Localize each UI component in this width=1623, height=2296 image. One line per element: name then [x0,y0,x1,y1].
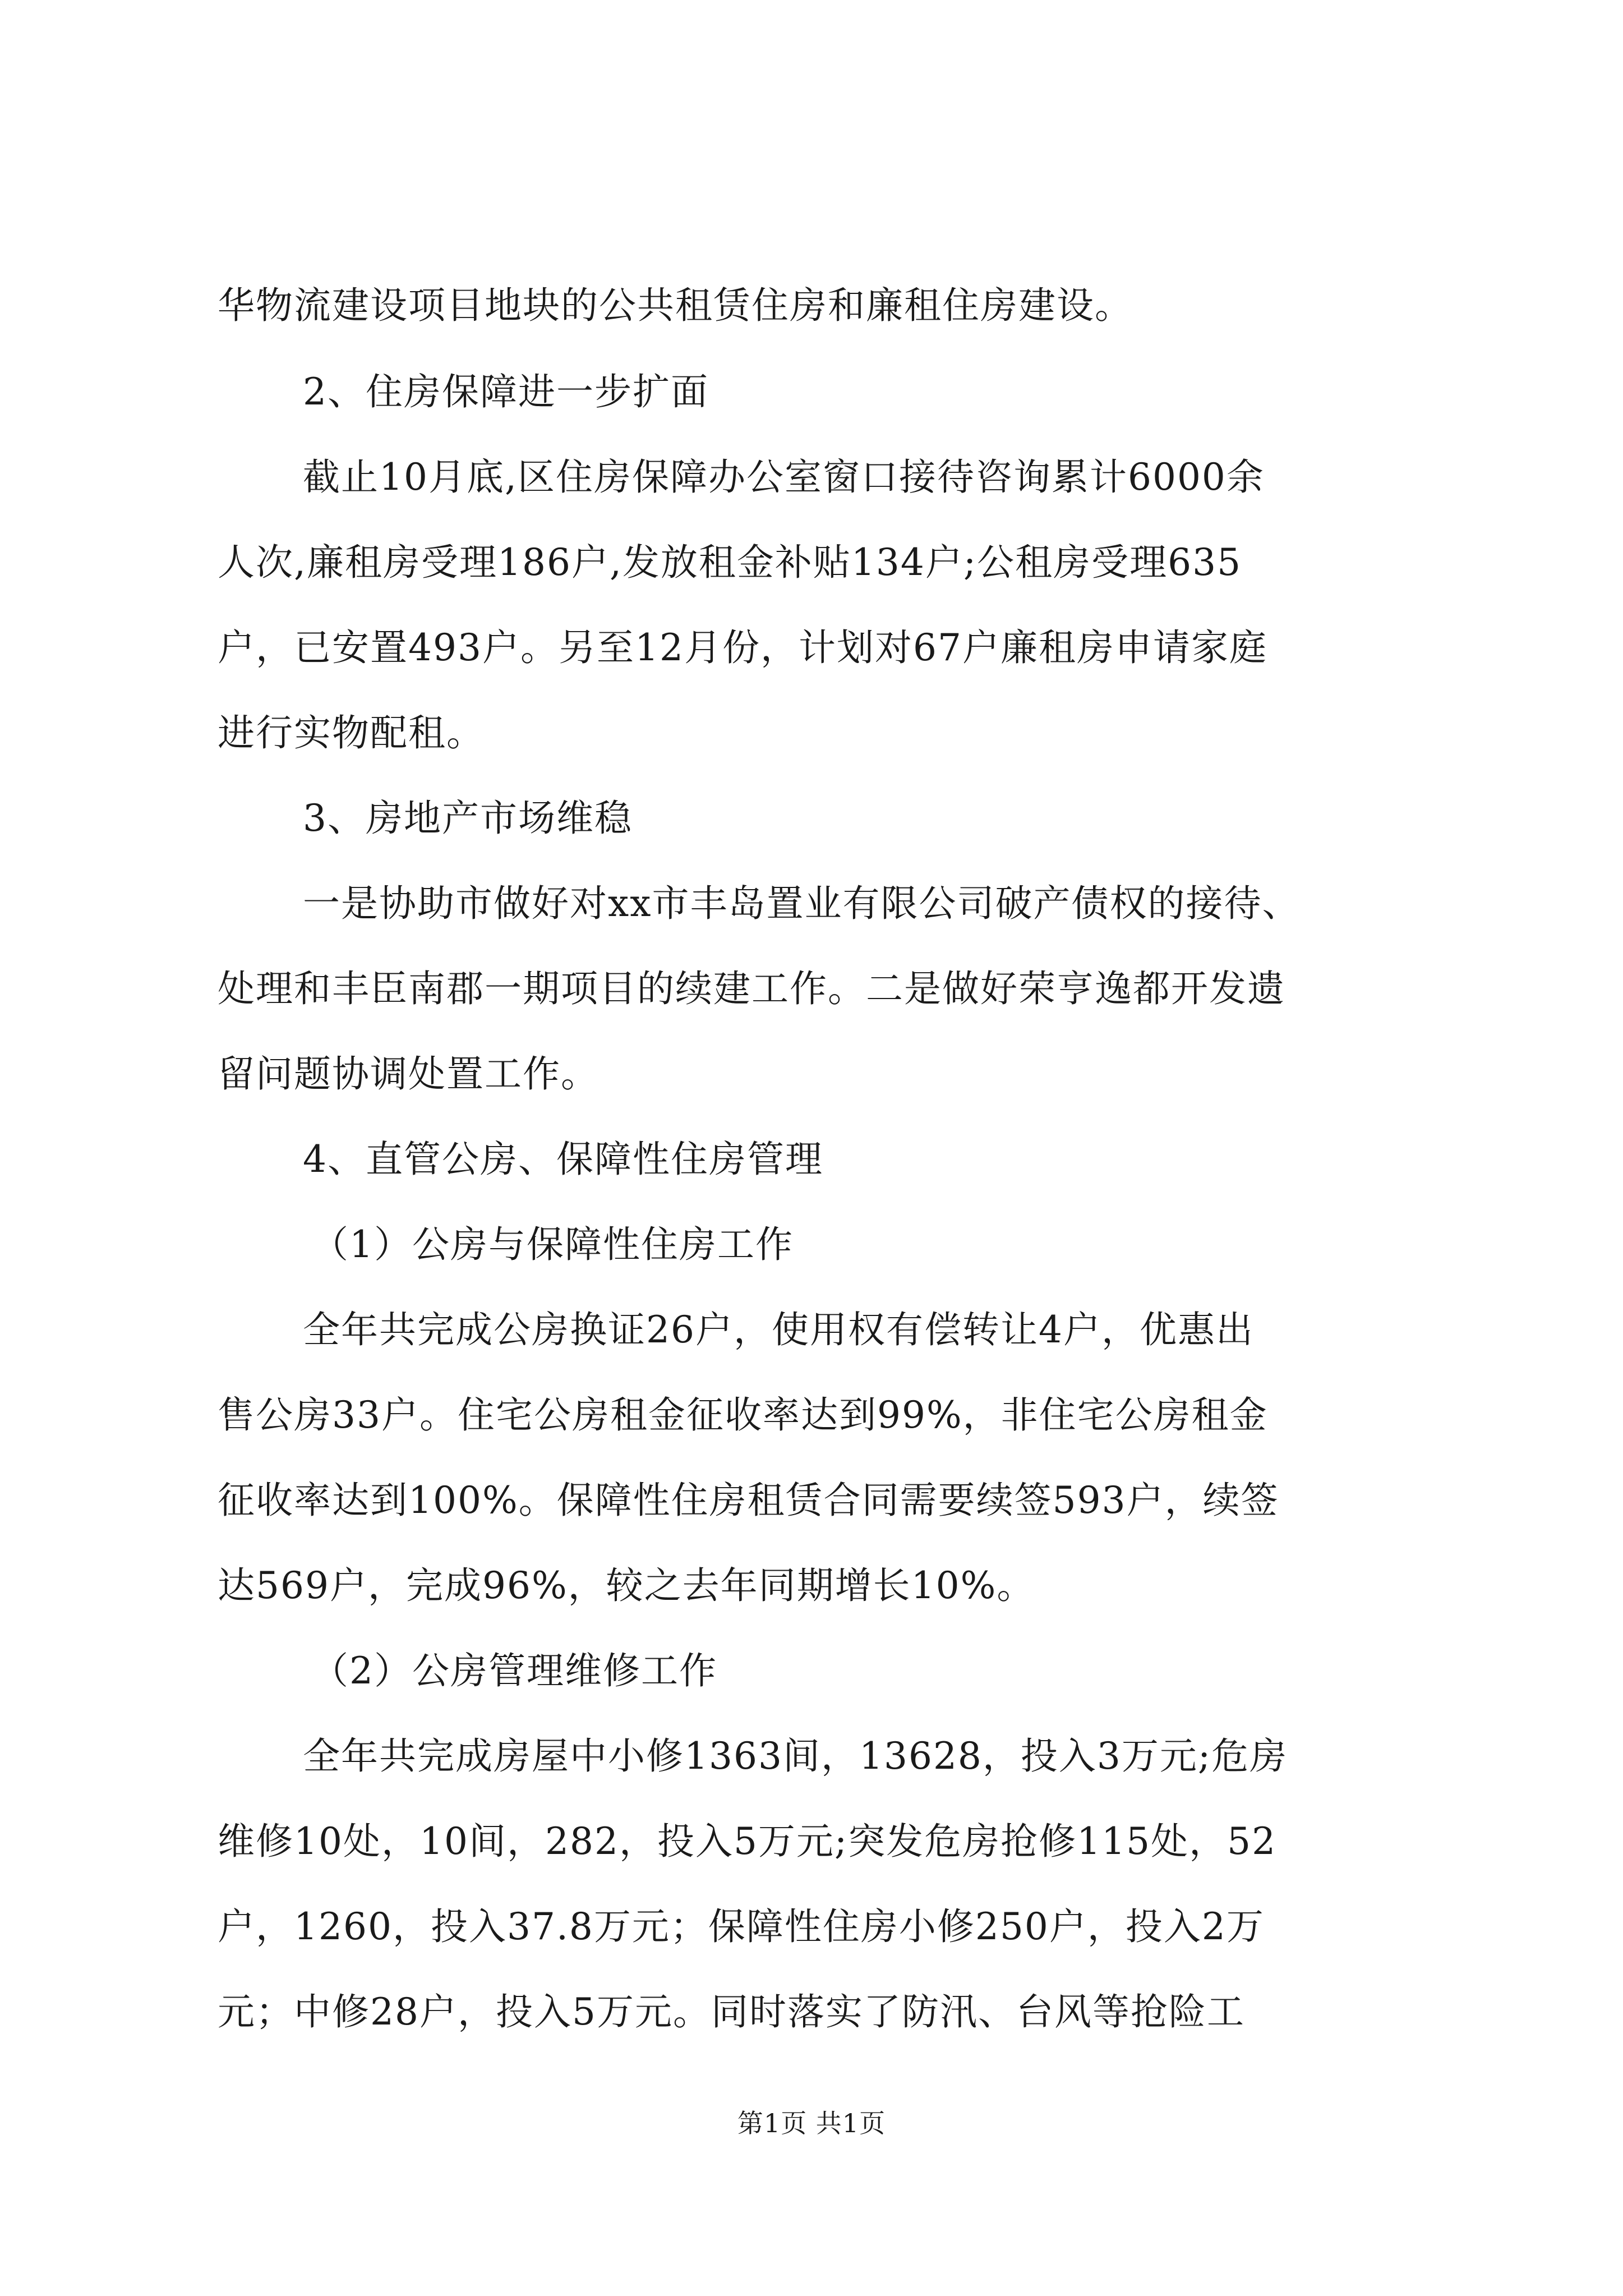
section-heading: 4、直管公房、保障性住房管理 [303,1138,823,1181]
text-line: 售公房33户。住宅公房租金征收率达到99%，非住宅公房租金 [218,1393,1268,1437]
section-heading: 3、房地产市场维稳 [303,797,633,840]
section-heading: 2、住房保障进一步扩面 [303,370,709,413]
text-line: 全年共完成房屋中小修1363间，13628，投入3万元;危房 [303,1734,1288,1778]
text-line: 元；中修28户，投入5万元。同时落实了防汛、台风等抢险工 [218,1990,1245,2033]
text-line: 户，已安置493户。另至12月份，计划对67户廉租房申请家庭 [218,626,1267,669]
text-line: 处理和丰臣南郡一期项目的续建工作。二是做好荣亨逸都开发遗 [218,967,1285,1010]
text-line: 户，1260，投入37.8万元；保障性住房小修250户，投入2万 [218,1905,1265,1948]
subsection-heading: （2）公房管理维修工作 [311,1649,717,1692]
page-indicator: 第1页 共1页 [737,2108,886,2138]
text-line: 人次,廉租房受理186户,发放租金补贴134户;公租房受理635 [218,541,1242,584]
text-line: 全年共完成公房换证26户，使用权有偿转让4户，优惠出 [303,1308,1254,1351]
text-line: 截止10月底,区住房保障办公室窗口接待咨询累计6000余 [303,455,1265,499]
subsection-heading: （1）公房与保障性住房工作 [311,1223,794,1266]
text-line: 留问题协调处置工作。 [218,1052,599,1096]
page-footer [0,2106,1623,2140]
text-line: 征收率达到100%。保障性住房租赁合同需要续签593户，续签 [218,1479,1279,1522]
text-line: 进行实物配租。 [218,711,485,754]
text-line: 一是协助市做好对xx市丰岛置业有限公司破产债权的接待、 [303,882,1301,925]
text-line: 达569户，完成96%，较之去年同期增长10%。 [218,1564,1035,1607]
text-line: 维修10处，10间，282，投入5万元;突发危房抢修115处，52 [218,1820,1277,1863]
text-line: 华物流建设项目地块的公共租赁住房和廉租住房建设。 [218,284,1133,327]
